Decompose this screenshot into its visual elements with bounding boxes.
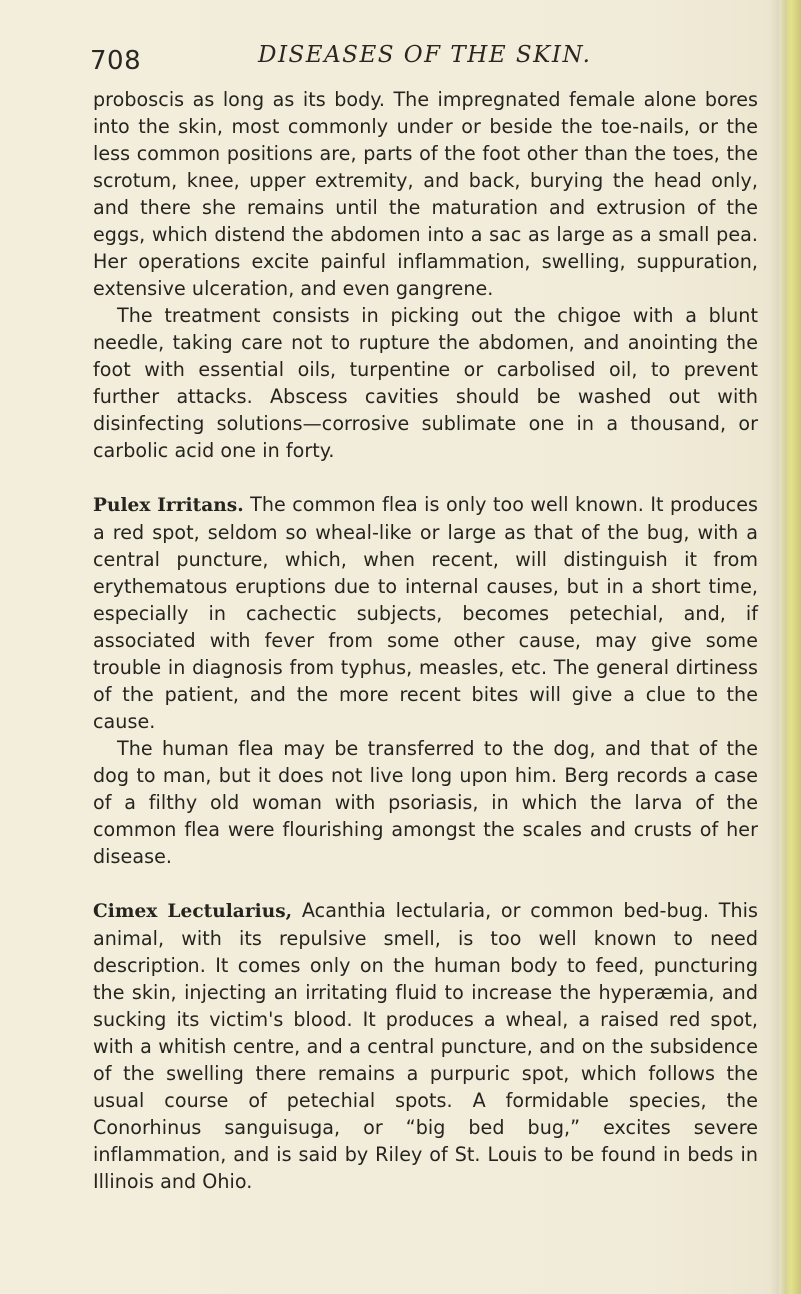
section-term: Cimex Lectularius, xyxy=(93,901,293,922)
paragraph-text: proboscis as long as its body. The impregnated female alone bores into the skin, most commonly under or beside the toe-nails, or the less common positions are, parts of the foot other than the toes, the scrotum, knee, upper extremity, and back, burying the head only, and there she remains until the maturation and extrusion of the eggs, which distend the abdomen into a sac as large as a small pea. Her operations excite painful inflammation, swelling, suppuration, extensive ulceration, and even gangrene. xyxy=(93,88,758,300)
section-paragraph-pulex xyxy=(93,491,758,735)
section-term: Pulex Irritans. xyxy=(93,495,244,516)
page-header xyxy=(90,40,770,80)
section-paragraph-cimex xyxy=(93,897,758,1195)
body-text xyxy=(93,86,758,1195)
paragraph xyxy=(93,86,758,302)
paragraph-text: The treatment consists in picking out the chigoe with a blunt needle, taking care not to rupture the abdomen, and anointing the foot with essential oils, turpentine or carbolised oil, to prevent further attacks. Abscess cavities should be washed out with disinfecting solutions—corrosive sublimate one in a thousand, or carbolic acid one in forty. xyxy=(93,304,758,462)
page-number: 708 xyxy=(90,46,142,76)
paragraph-text: Acanthia lectularia, or common bed-bug. This animal, with its repulsive smell, is too well known to need description. It comes only on the human body to feed, puncturing the skin, injecting an irritating fluid to increase the hyperæmia, and sucking its victim's blood. It produces a wheal, a raised red spot, with a whitish centre, and a central puncture, and on the subsidence of the swelling there remains a purpuric spot, which follows the usual course of petechial spots. A formidable species, the Conorhinus sanguisuga, or “big bed bug,” excites severe inflammation, and is said by Riley of St. Louis to be found in beds in Illinois and Ohio. xyxy=(93,899,758,1193)
running-head: DISEASES OF THE SKIN. xyxy=(258,42,592,68)
paragraph-text: The common flea is only too well known. It produces a red spot, seldom so wheal-like or large as that of the bug, with a central puncture, which, when recent, will distinguish it from erythematous eruptions due to internal causes, but in a short time, especially in cachectic subjects, becomes petechial, and, if associated with fever from some other cause, may give some trouble in diagnosis from typhus, measles, etc. The general dirtiness of the patient, and the more recent bites will give a clue to the cause. xyxy=(93,493,758,733)
paragraph xyxy=(93,302,758,464)
paragraph xyxy=(93,735,758,870)
paragraph-text: The human flea may be transferred to the dog, and that of the dog to man, but it does not live long upon him. Berg records a case of a filthy old woman with psoriasis, in which the larva of the common flea were flourishing amongst the scales and crusts of her disease. xyxy=(93,737,758,868)
page-gutter-shadow xyxy=(769,0,779,1294)
page-edge xyxy=(779,0,801,1294)
